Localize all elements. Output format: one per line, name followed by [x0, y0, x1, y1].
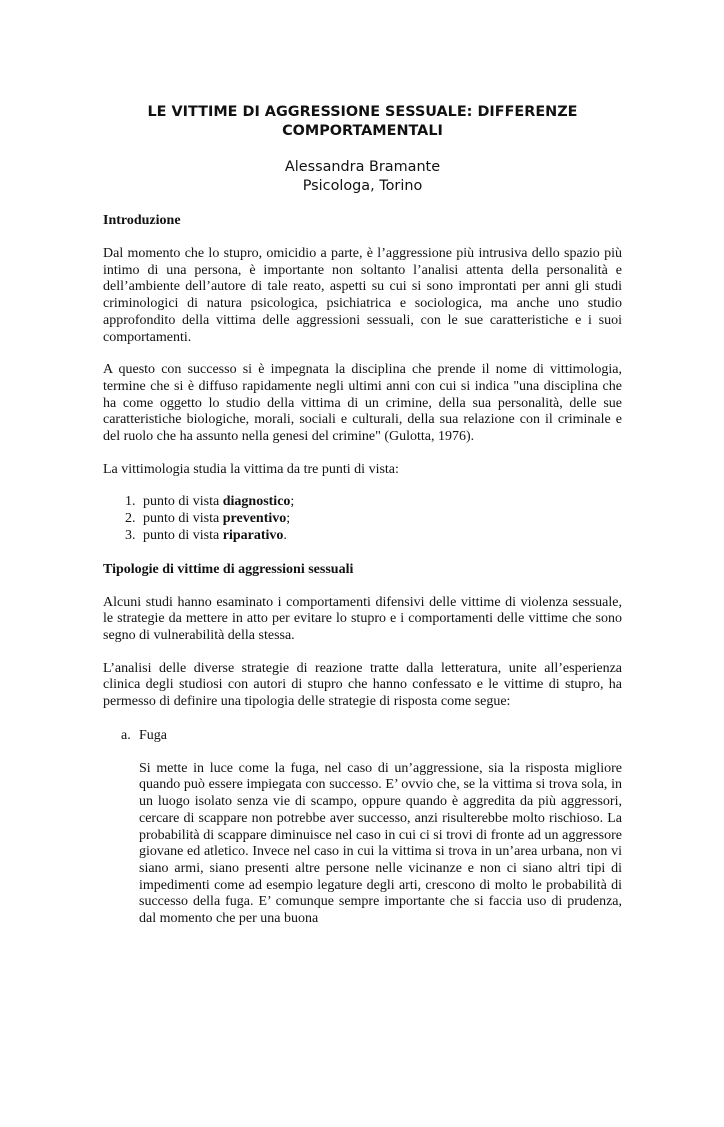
strategy-a-label: Fuga	[139, 727, 167, 743]
viewpoint-list	[103, 494, 622, 544]
list-item: 3. punto di vista riparativo.	[139, 528, 622, 545]
section-heading-introduzione: Introduzione	[103, 213, 181, 228]
list-item: 1. punto di vista diagnostico;	[139, 494, 622, 511]
strategy-a-letter: a.	[121, 727, 131, 743]
author-name: Alessandra Bramante	[284, 159, 441, 175]
paragraph-3: La vittimologia studia la vittima da tre punti di vista:	[103, 461, 399, 477]
author-block	[103, 158, 622, 196]
strategy-a-heading	[121, 727, 622, 745]
paragraph-5: L’analisi delle diverse strategie di reazione tratte dalla letteratura, unite all’esperienza clinica degli studiosi con autori di stupro che hanno confessato e le vittime di stupro, ha permesso di definire una tipologia delle strategie di risposta come segue:	[103, 660, 622, 710]
title-line-1: LE VITTIME DI AGGRESSIONE SESSUALE: DIFFERENZE	[147, 104, 578, 120]
author-role: Psicologa, Torino	[302, 178, 423, 194]
paragraph-2: A questo con successo si è impegnata la disciplina che prende il nome di vittimologia, termine che si è diffuso rapidamente negli ultimi anni con cui si indica "una disciplina che ha come oggetto lo studio della vittima di un crimine, della sua personalità, delle sue caratteristiche biologiche, morali, sociali e culturali, della sua relazione con il criminale e del ruolo che ha assunto nella genesi del crimine" (Gulotta, 1976).	[103, 362, 622, 445]
section-heading-tipologie: Tipologie di vittime di aggressioni sessuali	[103, 561, 354, 577]
document-page	[0, 103, 724, 1127]
paragraph-4: Alcuni studi hanno esaminato i comportamenti difensivi delle vittime di violenza sessuale, le strategie da mettere in atto per evitare lo stupro e i comportamenti delle vittime che sono segno di vulnerabilità della stessa.	[103, 594, 622, 643]
title-line-2: COMPORTAMENTALI	[282, 123, 443, 139]
paragraph-1: Dal momento che lo stupro, omicidio a parte, è l’aggressione più intrusiva dello spazio più intimo di una persona, è importante non soltanto l’analisi attenta della personalità e dell’ambiente dell’autore di tale reato, aspetti su cui si sono improntati per anni gli studi criminologici di natura psicologica, psichiatrica e sociologica, ma anche uno studio approfondito della vittima delle aggressioni sessuali, con le sue caratteristiche e i suoi comportamenti.	[103, 246, 622, 345]
paragraph-6: Si mette in luce come la fuga, nel caso di un’aggressione, sia la risposta migliore quando può essere impiegata con successo. E’ ovvio che, se la vittima si trova sola, in un luogo isolato senza vie di scampo, oppure quando è aggredita da più aggressori, cercare di scappare non potrebbe aver successo, anzi risulterebbe molto rischioso. La probabilità di scappare diminuisce nel caso in cui ci si trovi di fronte ad un aggressore giovane ed atletico. Invece nel caso in cui la vittima si trova in un’area urbana, non vi siano armi, siano presenti altre persone nelle vicinanze e non ci siano altri tipi di impedimenti come ad esempio legature degli arti, crescono di molto le probabilità di successo della fuga. E’ comunque sempre importante che si faccia uso di prudenza, dal momento che per una buona	[139, 760, 622, 927]
document-title	[103, 103, 622, 141]
list-item: 2. punto di vista preventivo;	[139, 511, 622, 528]
